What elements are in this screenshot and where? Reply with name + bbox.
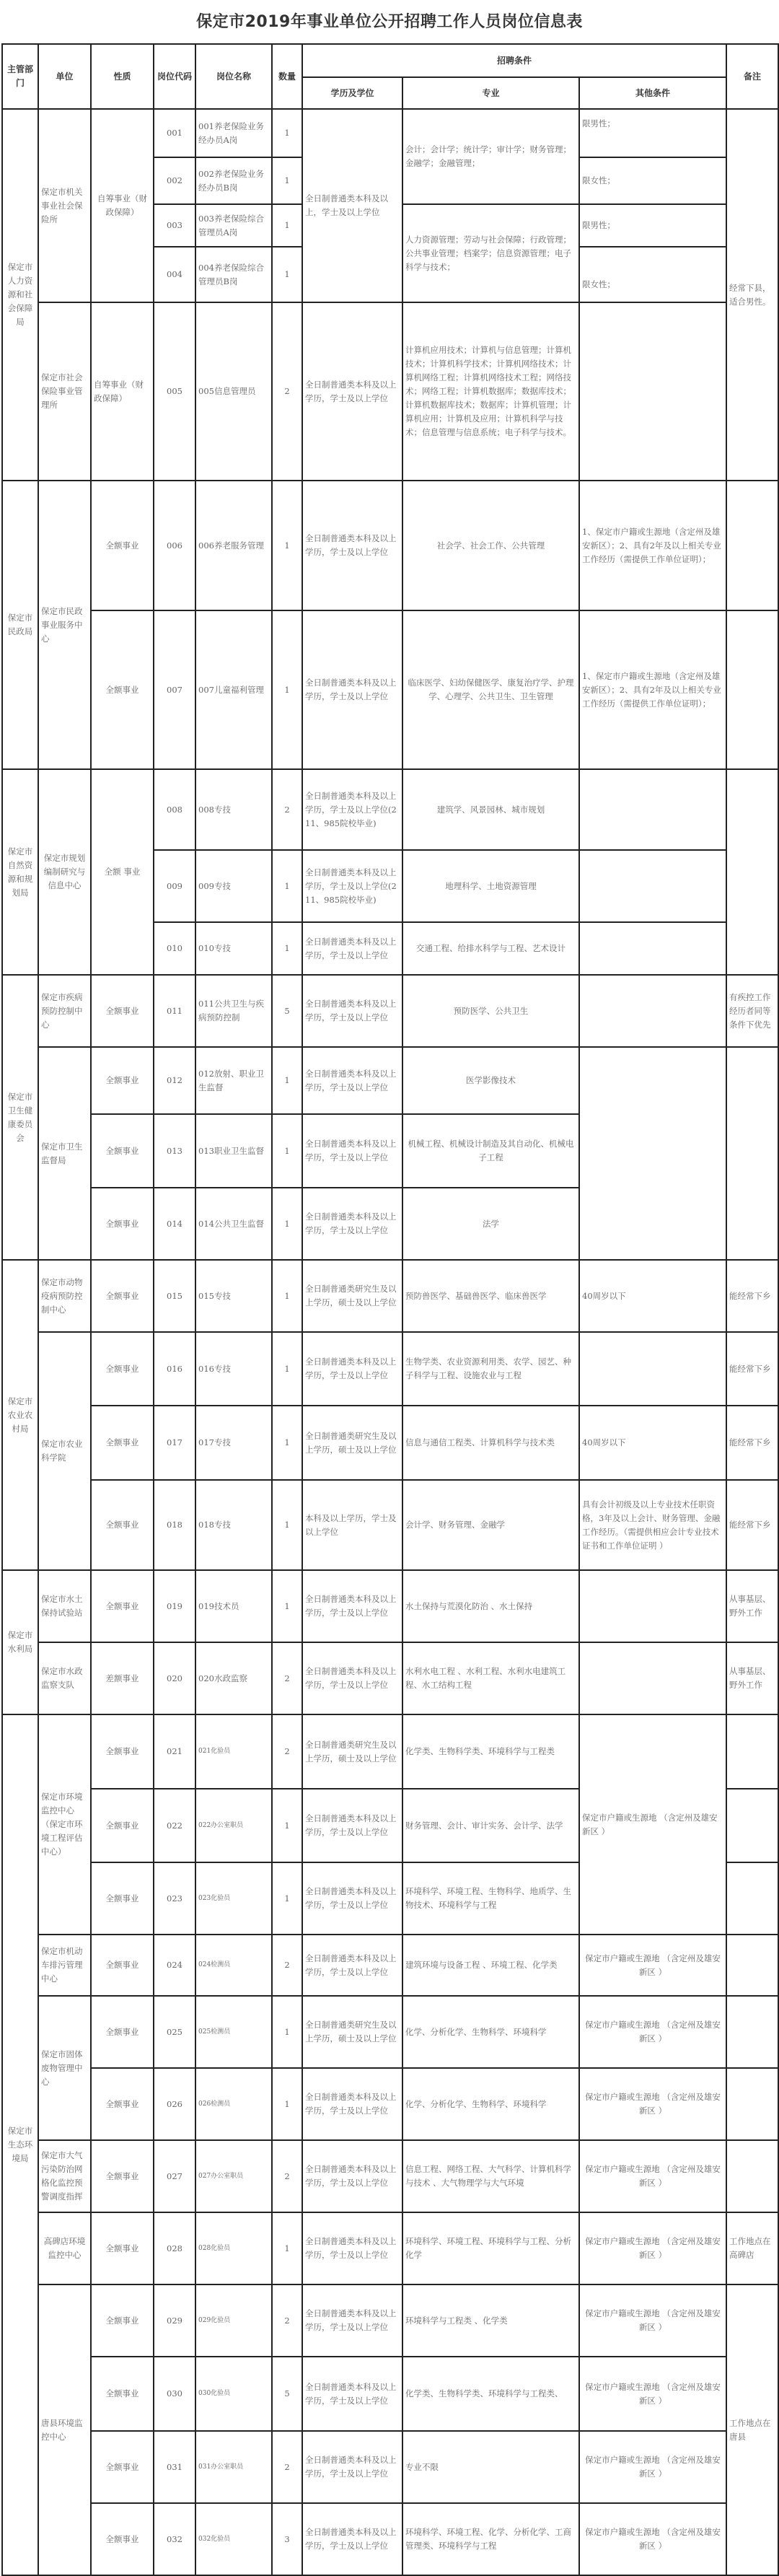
name-cell: 030化验员 — [195, 2357, 272, 2431]
nature-cell: 全额事业 — [91, 1789, 154, 1862]
table-row — [2, 1570, 778, 1642]
count-cell: 2 — [272, 2431, 302, 2503]
edu-cell: 全日制普通类本科及以上学历，学士及以上学位 — [302, 2068, 402, 2140]
name-cell: 015专技 — [195, 1260, 272, 1332]
count-cell: 1 — [272, 2068, 302, 2140]
other-cell: 保定市户籍或生源地 （含定州及雄安新区 ） — [579, 2068, 726, 2140]
other-cell: 保定市户籍或生源地 （含定州及雄安新区 ） — [579, 2357, 726, 2431]
nature-cell: 全额事业 — [91, 975, 154, 1047]
edu-cell: 全日制普通类本科及以上学历，学士及以上学位 — [302, 2284, 402, 2357]
nature-cell: 全额事业 — [91, 1332, 154, 1406]
edu-cell: 全日制普通类研究生及以上学历，硕士及以上学位 — [302, 1260, 402, 1332]
unit-cell: 保定市社会保险事业管理所 — [38, 302, 91, 481]
major-cell: 医学影像技术 — [402, 1047, 579, 1114]
other-cell: 保定市户籍或生源地 （含定州及雄安新区 ） — [579, 2212, 726, 2284]
nature-cell: 差额事业 — [91, 1642, 154, 1714]
table-row — [2, 302, 778, 481]
name-cell: 019技术员 — [195, 1570, 272, 1642]
remark-cell: 从事基层、野外工作 — [726, 1570, 778, 1642]
code-cell: 002 — [154, 157, 195, 204]
remark-cell — [726, 481, 778, 610]
unit-cell: 保定市民政事业服务中心 — [38, 481, 91, 769]
nature-cell: 全额事业 — [91, 1406, 154, 1480]
major-cell: 预防兽医学、基础兽医学、临床兽医学 — [402, 1260, 579, 1332]
edu-cell: 全日制普通类研究生及以上学历，硕士及以上学位 — [302, 1406, 402, 1480]
header-remark: 备注 — [726, 44, 778, 109]
nature-cell: 全额事业 — [91, 1714, 154, 1789]
count-cell: 1 — [272, 1188, 302, 1260]
other-cell — [579, 1570, 726, 1642]
unit-cell: 高碑店环境监控中心 — [38, 2212, 91, 2284]
header-major: 专业 — [402, 77, 579, 109]
remark-cell: 能经常下乡 — [726, 1406, 778, 1480]
major-cell: 预防医学、公共卫生 — [402, 975, 579, 1047]
nature-cell: 全额事业 — [91, 2140, 154, 2212]
name-cell: 005信息管理员 — [195, 302, 272, 481]
code-cell: 021 — [154, 1714, 195, 1789]
major-cell: 建筑环境与设备工程 、环境工程、化学类 — [402, 1935, 579, 1996]
code-cell: 023 — [154, 1862, 195, 1935]
count-cell: 2 — [272, 1642, 302, 1714]
code-cell: 008 — [154, 769, 195, 850]
name-cell: 018专技 — [195, 1480, 272, 1570]
major-cell: 人力资源管理；劳动与社会保障；行政管理；公共事业管理；档案学；信息资源管理；电子科学与技术； — [402, 204, 579, 302]
unit-cell: 保定市动物疫病预防控制中心 — [38, 1260, 91, 1332]
nature-cell: 全额事业 — [91, 1996, 154, 2068]
count-cell: 1 — [272, 610, 302, 769]
count-cell: 5 — [272, 975, 302, 1047]
code-cell: 030 — [154, 2357, 195, 2431]
dept-cell: 保定市水利局 — [2, 1570, 38, 1714]
name-cell: 021化验员 — [195, 1714, 272, 1789]
header-dept: 主管部门 — [2, 44, 38, 109]
other-cell — [579, 922, 726, 975]
edu-cell: 全日制普通类本科及以上学历，学士及以上学位 — [302, 1862, 402, 1935]
code-cell: 009 — [154, 850, 195, 922]
other-cell: 40周岁以下 — [579, 1406, 726, 1480]
nature-cell: 自筹事业（财政保障） — [91, 109, 154, 302]
major-cell: 化学类、生物科学类、环境科学与工程类、 — [402, 2357, 579, 2431]
count-cell: 1 — [272, 1862, 302, 1935]
count-cell: 2 — [272, 769, 302, 850]
remark-cell — [726, 1047, 778, 1260]
other-cell — [579, 302, 726, 481]
other-cell: 限男性； — [579, 204, 726, 247]
major-cell: 信息工程、网络工程、大气科学、计算机科学与技术 、大气物理学与大气环境 — [402, 2140, 579, 2212]
remark-cell — [726, 2140, 778, 2212]
count-cell: 2 — [272, 1935, 302, 1996]
unit-cell: 保定市农业科学院 — [38, 1332, 91, 1570]
unit-cell: 保定市固体废物管理中心 — [38, 1996, 91, 2140]
table-row — [2, 1935, 778, 1996]
table-row — [2, 1996, 778, 2068]
other-cell: 限女性； — [579, 247, 726, 302]
code-cell: 022 — [154, 1789, 195, 1862]
remark-cell — [726, 769, 778, 975]
nature-cell: 自筹事业（财政保障） — [91, 302, 154, 481]
header-conditions: 招聘条件 — [302, 44, 726, 77]
table-row — [2, 769, 778, 850]
table-row — [2, 2357, 778, 2431]
nature-cell: 全额事业 — [91, 2431, 154, 2503]
edu-cell: 全日制普通类本科及以上学历，学士及以上学位 — [302, 302, 402, 481]
code-cell: 028 — [154, 2212, 195, 2284]
name-cell: 006养老服务管理 — [195, 481, 272, 610]
name-cell: 014公共卫生监督 — [195, 1188, 272, 1260]
major-cell: 水土保持与荒漠化防治 、水土保持 — [402, 1570, 579, 1642]
count-cell: 1 — [272, 1114, 302, 1188]
code-cell: 012 — [154, 1047, 195, 1114]
nature-cell: 全额事业 — [91, 481, 154, 610]
table-row — [2, 2503, 778, 2575]
other-cell — [579, 975, 726, 1047]
major-cell: 会计学、财务管理、金融学 — [402, 1480, 579, 1570]
name-cell: 008专技 — [195, 769, 272, 850]
unit-cell: 保定市环境监控中心（保定市环境工程评估中心） — [38, 1714, 91, 1935]
count-cell: 2 — [272, 1714, 302, 1789]
nature-cell: 全额 事业 — [91, 769, 154, 975]
edu-cell: 全日制普通类本科及以上学历，学士及以上学位 — [302, 1047, 402, 1114]
edu-cell: 全日制普通类本科及以上学历，学士及以上学位 — [302, 975, 402, 1047]
code-cell: 032 — [154, 2503, 195, 2575]
table-row — [2, 1406, 778, 1480]
major-cell: 化学类、生物科学类、环境科学与工程类 — [402, 1714, 579, 1789]
edu-cell: 全日制普通类本科及以上学历，学士及以上学位 — [302, 610, 402, 769]
major-cell: 环境科学、环境工程、化学、分析化学、工商管理类、环境科学与工程 — [402, 2503, 579, 2575]
unit-cell: 保定市水政监察支队 — [38, 1642, 91, 1714]
major-cell: 环境科学、环境工程、环境科学与工程、分析化学 — [402, 2212, 579, 2284]
job-table — [1, 43, 779, 2576]
count-cell: 1 — [272, 1047, 302, 1114]
count-cell: 2 — [272, 2140, 302, 2212]
remark-cell — [726, 1862, 778, 1935]
count-cell: 1 — [272, 1480, 302, 1570]
dept-cell: 保定市民政局 — [2, 481, 38, 769]
count-cell: 1 — [272, 109, 302, 157]
nature-cell: 全额事业 — [91, 1480, 154, 1570]
unit-cell: 保定市水土保持试验站 — [38, 1570, 91, 1642]
table-row — [2, 2140, 778, 2212]
count-cell: 2 — [272, 2284, 302, 2357]
name-cell: 013职业卫生监督 — [195, 1114, 272, 1188]
remark-cell: 工作地点在唐县 — [726, 2284, 778, 2575]
other-cell — [579, 1332, 726, 1406]
unit-cell: 保定市疾病预防控制中心 — [38, 975, 91, 1047]
edu-cell: 全日制普通类本科及以上学历，学士及以上学位 — [302, 2503, 402, 2575]
name-cell: 027办公室职员 — [195, 2140, 272, 2212]
major-cell: 水利水电工程 、水利工程、水利水电建筑工程、水工结构工程 — [402, 1642, 579, 1714]
name-cell: 016专技 — [195, 1332, 272, 1406]
remark-cell — [726, 1935, 778, 1996]
table-row — [2, 1047, 778, 1114]
nature-cell: 全额事业 — [91, 610, 154, 769]
edu-cell: 全日制普通类研究生及以上学历，硕士及以上学位 — [302, 1714, 402, 1789]
other-cell: 保定市户籍或生源地 （含定州及雄安新区 ） — [579, 2503, 726, 2575]
code-cell: 015 — [154, 1260, 195, 1332]
edu-cell: 全日制普通类本科及以上学历，学士及以上学位 — [302, 2140, 402, 2212]
count-cell: 1 — [272, 1260, 302, 1332]
major-cell: 化学、分析化学、生物科学、环境科学 — [402, 2068, 579, 2140]
edu-cell: 全日制普通类本科及以上学历，学士及以上学位 — [302, 1332, 402, 1406]
remark-cell — [726, 1714, 778, 1789]
major-cell: 临床医学、妇幼保健医学、康复治疗学、护理学、心理学、公共卫生、卫生管理 — [402, 610, 579, 769]
other-cell: 限女性； — [579, 157, 726, 204]
name-cell: 020水政监察 — [195, 1642, 272, 1714]
other-cell — [579, 1047, 726, 1260]
edu-cell: 全日制普通类研究生及以上学历，硕士及以上学位 — [302, 1996, 402, 2068]
header-other: 其他条件 — [579, 77, 726, 109]
table-row — [2, 2068, 778, 2140]
nature-cell: 全额事业 — [91, 1188, 154, 1260]
code-cell: 024 — [154, 1935, 195, 1996]
edu-cell: 全日制普通类本科及以上学历，学士及以上学位 — [302, 922, 402, 975]
table-row — [2, 610, 778, 769]
major-cell: 环境科学、环境工程、生物科学、地质学、生物技术、环境科学与工程 — [402, 1862, 579, 1935]
major-cell: 地理科学、土地资源管理 — [402, 850, 579, 922]
nature-cell: 全额事业 — [91, 2284, 154, 2357]
nature-cell: 全额事业 — [91, 1570, 154, 1642]
table-row — [2, 1714, 778, 1789]
remark-cell: 经常下县，适合男性。 — [726, 109, 778, 481]
header-nature: 性质 — [91, 44, 154, 109]
major-cell: 生物学类、农业资源利用类、农学、园艺、种子科学与工程、设施农业与工程 — [402, 1332, 579, 1406]
unit-cell: 保定市机动车排污管理中心 — [38, 1935, 91, 1996]
major-cell: 会计；会计学；统计学；审计学；财务管理；金融学；金融管理； — [402, 109, 579, 204]
name-cell: 031办公室职员 — [195, 2431, 272, 2503]
edu-cell: 全日制普通类本科及以上学历，学士及以上学位 — [302, 2212, 402, 2284]
edu-cell: 全日制普通类本科及以上学历，学士及以上学位(211、985院校毕业) — [302, 850, 402, 922]
count-cell: 1 — [272, 247, 302, 302]
count-cell: 1 — [272, 922, 302, 975]
nature-cell: 全额事业 — [91, 2212, 154, 2284]
count-cell: 1 — [272, 1996, 302, 2068]
count-cell: 1 — [272, 1406, 302, 1480]
other-cell: 保定市户籍或生源地 （含定州及雄安新区 ） — [579, 2284, 726, 2357]
name-cell: 026检测员 — [195, 2068, 272, 2140]
name-cell: 009专技 — [195, 850, 272, 922]
major-cell: 计算机应用技术；计算机与信息管理；计算机技术；计算机科学技术；计算机网络技术；计算机网络工程；计算机网络技术工程；网络技术；网络工程；计算机数据库；数据库技术；计算机数据库技术；数据库；计算机管理；计算机应用；计算机及应用；计算机科学与技术；信息管理与信息系统；电子科学与技术。 — [402, 302, 579, 481]
table-row — [2, 975, 778, 1047]
header-count: 数量 — [272, 44, 302, 109]
table-row — [2, 1480, 778, 1570]
count-cell: 2 — [272, 302, 302, 481]
code-cell: 014 — [154, 1188, 195, 1260]
other-cell: 保定市户籍或生源地 （含定州及雄安新区 ） — [579, 1935, 726, 1996]
remark-cell — [726, 1789, 778, 1862]
major-cell: 环境科学与工程类 、化学类 — [402, 2284, 579, 2357]
edu-cell: 全日制普通类本科及以上学历，学士及以上学位 — [302, 2431, 402, 2503]
unit-cell: 保定市机关事业社会保险所 — [38, 109, 91, 302]
nature-cell: 全额事业 — [91, 2357, 154, 2431]
header-code: 岗位代码 — [154, 44, 195, 109]
code-cell: 003 — [154, 204, 195, 247]
code-cell: 020 — [154, 1642, 195, 1714]
edu-cell: 全日制普通类本科及以上学历，学士及以上学位 — [302, 2357, 402, 2431]
name-cell: 004养老保险综合管理员B岗 — [195, 247, 272, 302]
count-cell: 1 — [272, 850, 302, 922]
remark-cell — [726, 1996, 778, 2068]
name-cell: 001养老保险业务经办员A岗 — [195, 109, 272, 157]
code-cell: 004 — [154, 247, 195, 302]
other-cell: 保定市户籍或生源地 （含定州及雄安新区 ） — [579, 2140, 726, 2212]
other-cell: 40周岁以下 — [579, 1260, 726, 1332]
major-cell: 建筑学、风景园林、城市规划 — [402, 769, 579, 850]
table-row — [2, 109, 778, 157]
other-cell: 具有会计初级及以上专业技术任职资格，3年及以上会计、财务管理、金融工作经历。（需提供相应会计专业技术证书和工作单位证明 ） — [579, 1480, 726, 1570]
edu-cell: 全日制普通类本科及以上学历，学士及以上学位 — [302, 1789, 402, 1862]
name-cell: 007儿童福利管理 — [195, 610, 272, 769]
major-cell: 财务管理、会计、审计实务、会计学、法学 — [402, 1789, 579, 1862]
count-cell: 1 — [272, 481, 302, 610]
count-cell: 1 — [272, 204, 302, 247]
edu-cell: 全日制普通类本科及以上学历，学士及以上学位 — [302, 1114, 402, 1188]
code-cell: 026 — [154, 2068, 195, 2140]
code-cell: 001 — [154, 109, 195, 157]
code-cell: 006 — [154, 481, 195, 610]
remark-cell: 工作地点在高碑店 — [726, 2212, 778, 2284]
table-row — [2, 2284, 778, 2357]
count-cell: 1 — [272, 1789, 302, 1862]
name-cell: 029化验员 — [195, 2284, 272, 2357]
count-cell: 1 — [272, 157, 302, 204]
dept-cell: 保定市人力资源和社会保障局 — [2, 109, 38, 481]
remark-cell — [726, 2068, 778, 2140]
edu-cell: 本科及以上学历，学士及以上学位 — [302, 1480, 402, 1570]
name-cell: 024检测员 — [195, 1935, 272, 1996]
name-cell: 002养老保险业务经办员B岗 — [195, 157, 272, 204]
code-cell: 013 — [154, 1114, 195, 1188]
name-cell: 022办公室职员 — [195, 1789, 272, 1862]
edu-cell: 全日制普通类本科及以上，学士及以上学位 — [302, 109, 402, 302]
nature-cell: 全额事业 — [91, 1114, 154, 1188]
remark-cell: 从事基层、野外工作 — [726, 1642, 778, 1714]
other-cell — [579, 850, 726, 922]
name-cell: 023化验员 — [195, 1862, 272, 1935]
nature-cell: 全额事业 — [91, 1862, 154, 1935]
edu-cell: 全日制普通类本科及以上学历，学士及以上学位 — [302, 1188, 402, 1260]
major-cell: 信息与通信工程类、计算机科学与技术类 — [402, 1406, 579, 1480]
nature-cell: 全额事业 — [91, 2503, 154, 2575]
remark-cell: 有疾控工作经历者同等条件下优先 — [726, 975, 778, 1047]
header-education: 学历及学位 — [302, 77, 402, 109]
name-cell: 017专技 — [195, 1406, 272, 1480]
nature-cell: 全额事业 — [91, 1935, 154, 1996]
dept-cell: 保定市卫生健康委员会 — [2, 975, 38, 1260]
count-cell: 3 — [272, 2503, 302, 2575]
code-cell: 017 — [154, 1406, 195, 1480]
code-cell: 007 — [154, 610, 195, 769]
count-cell: 1 — [272, 1332, 302, 1406]
remark-cell: 能经常下乡 — [726, 1260, 778, 1332]
code-cell: 025 — [154, 1996, 195, 2068]
remark-cell — [726, 610, 778, 769]
major-cell: 机械工程、机械设计制造及其自动化、机械电子工程 — [402, 1114, 579, 1188]
unit-cell: 保定市大气污染防治网格化监控预警调度指挥 — [38, 2140, 91, 2212]
table-row — [2, 481, 778, 610]
remark-cell: 能经常下乡 — [726, 1480, 778, 1570]
remark-cell: 能经常下乡 — [726, 1332, 778, 1406]
edu-cell: 全日制普通类本科及以上学历，学士及以上学位 — [302, 1570, 402, 1642]
other-cell: 1、保定市户籍或生源地（含定州及雄安新区）；2、具有2年及以上相关专业工作经历（需提供工作单位证明）； — [579, 481, 726, 610]
major-cell: 化学、分析化学、生物科学、环境科学 — [402, 1996, 579, 2068]
code-cell: 027 — [154, 2140, 195, 2212]
code-cell: 016 — [154, 1332, 195, 1406]
table-row — [2, 1332, 778, 1406]
other-cell — [579, 769, 726, 850]
name-cell: 003养老保险综合管理员A岗 — [195, 204, 272, 247]
edu-cell: 全日制普通类本科及以上学历，学士及以上学位(211、985院校毕业) — [302, 769, 402, 850]
other-cell: 保定市户籍或生源地 （含定州及雄安新区 ） — [579, 1996, 726, 2068]
code-cell: 031 — [154, 2431, 195, 2503]
code-cell: 018 — [154, 1480, 195, 1570]
name-cell: 012放射、职业卫生监督 — [195, 1047, 272, 1114]
table-row — [2, 1260, 778, 1332]
nature-cell: 全额事业 — [91, 1047, 154, 1114]
table-row — [2, 2212, 778, 2284]
edu-cell: 全日制普通类本科及以上学历，学士及以上学位 — [302, 1642, 402, 1714]
nature-cell: 全额事业 — [91, 1260, 154, 1332]
major-cell: 社会学、社会工作、公共管理 — [402, 481, 579, 610]
name-cell: 028化验员 — [195, 2212, 272, 2284]
edu-cell: 全日制普通类本科及以上学历，学士及以上学位 — [302, 1935, 402, 1996]
unit-cell: 保定市卫生监督局 — [38, 1047, 91, 1260]
count-cell: 1 — [272, 1570, 302, 1642]
dept-cell: 保定市农业农村局 — [2, 1260, 38, 1570]
name-cell: 032化验员 — [195, 2503, 272, 2575]
edu-cell: 全日制普通类本科及以上学历，学士及以上学位 — [302, 481, 402, 610]
header-name: 岗位名称 — [195, 44, 272, 109]
code-cell: 011 — [154, 975, 195, 1047]
unit-cell: 唐县环境监控中心 — [38, 2284, 91, 2575]
table-row — [2, 2431, 778, 2503]
code-cell: 019 — [154, 1570, 195, 1642]
other-cell: 保定市户籍或生源地 （含定州及雄安新区 ） — [579, 1714, 726, 1935]
code-cell: 010 — [154, 922, 195, 975]
code-cell: 029 — [154, 2284, 195, 2357]
dept-cell: 保定市自然资源和规划局 — [2, 769, 38, 975]
unit-cell: 保定市规划编制研究与信息中心 — [38, 769, 91, 975]
name-cell: 025检测员 — [195, 1996, 272, 2068]
count-cell: 5 — [272, 2357, 302, 2431]
page-title: 保定市2019年事业单位公开招聘工作人员岗位信息表 — [196, 13, 583, 31]
table-row — [2, 1642, 778, 1714]
major-cell: 专业不限 — [402, 2431, 579, 2503]
other-cell — [579, 1642, 726, 1714]
nature-cell: 全额事业 — [91, 2068, 154, 2140]
count-cell: 1 — [272, 2212, 302, 2284]
name-cell: 011公共卫生与疾病预防控制 — [195, 975, 272, 1047]
dept-cell: 保定市生态环境局 — [2, 1714, 38, 2575]
major-cell: 交通工程、给排水科学与工程、艺术设计 — [402, 922, 579, 975]
other-cell: 限男性； — [579, 109, 726, 157]
name-cell: 010专技 — [195, 922, 272, 975]
other-cell: 1、保定市户籍或生源地（含定州及雄安新区）；2、具有2年及以上相关专业工作经历（需提供工作单位证明）； — [579, 610, 726, 769]
header-unit: 单位 — [38, 44, 91, 109]
code-cell: 005 — [154, 302, 195, 481]
other-cell: 保定市户籍或生源地 （含定州及雄安新区 ） — [579, 2431, 726, 2503]
major-cell: 法学 — [402, 1188, 579, 1260]
